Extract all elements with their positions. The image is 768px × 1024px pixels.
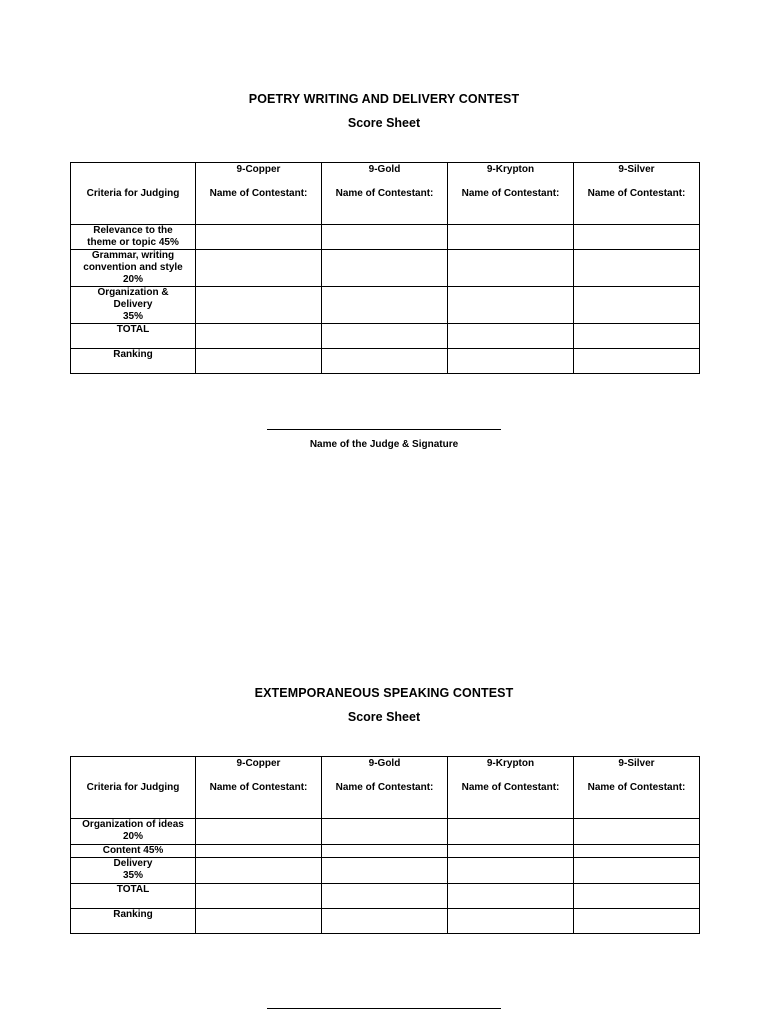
- score-cell[interactable]: [196, 287, 322, 324]
- criteria-cell: [71, 858, 196, 884]
- contestant-header-cell: [322, 757, 448, 819]
- score-cell[interactable]: [322, 858, 448, 884]
- grade-label: 9-Gold: [368, 758, 401, 769]
- criteria-label: TOTAL: [116, 324, 150, 335]
- score-cell[interactable]: [574, 909, 700, 934]
- judge-signature-label: Name of the Judge & Signature: [309, 439, 459, 450]
- poetry-title: POETRY WRITING AND DELIVERY CONTEST: [248, 92, 520, 106]
- table-header-row: [71, 757, 700, 819]
- score-cell[interactable]: [448, 250, 574, 287]
- contestant-header-cell: [322, 163, 448, 225]
- table-header-row: [71, 163, 700, 225]
- contestant-header-cell: [196, 163, 322, 225]
- score-cell[interactable]: [448, 819, 574, 845]
- score-cell[interactable]: [196, 250, 322, 287]
- contestant-header-cell: [574, 757, 700, 819]
- score-cell[interactable]: [196, 225, 322, 250]
- contestant-name-label: Name of Contestant:: [335, 782, 434, 793]
- grade-label: 9-Krypton: [486, 164, 535, 175]
- criteria-label: Grammar, writing: [91, 250, 175, 261]
- table-row: [71, 858, 700, 884]
- table-row: [71, 250, 700, 287]
- score-cell[interactable]: [322, 324, 448, 349]
- score-cell[interactable]: [196, 909, 322, 934]
- extemp-score-table: [70, 756, 700, 934]
- score-cell[interactable]: [574, 324, 700, 349]
- criteria-cell: [71, 287, 196, 324]
- poetry-score-table: [70, 162, 700, 374]
- table-row: [71, 884, 700, 909]
- score-cell[interactable]: [196, 819, 322, 845]
- criteria-label: Organization of ideas: [82, 819, 184, 830]
- criteria-header-cell: [71, 163, 196, 225]
- criteria-label: Content 45%: [102, 845, 164, 856]
- grade-label: 9-Silver: [618, 758, 655, 769]
- criteria-cell: [71, 845, 196, 858]
- table-row: [71, 324, 700, 349]
- criteria-label: theme or topic 45%: [87, 237, 179, 248]
- score-cell[interactable]: [322, 909, 448, 934]
- score-cell[interactable]: [196, 349, 322, 374]
- criteria-label: Delivery: [113, 858, 153, 869]
- score-cell[interactable]: [574, 250, 700, 287]
- criteria-header-cell: [71, 757, 196, 819]
- criteria-label: Relevance to the: [93, 225, 173, 236]
- criteria-label: 20%: [122, 274, 143, 285]
- criteria-header: Criteria for Judging: [86, 188, 180, 199]
- criteria-label: 35%: [122, 870, 143, 881]
- table-row: [71, 225, 700, 250]
- contestant-name-label: Name of Contestant:: [209, 782, 308, 793]
- score-cell[interactable]: [448, 845, 574, 858]
- criteria-cell: [71, 349, 196, 374]
- grade-label: 9-Copper: [236, 164, 281, 175]
- score-cell[interactable]: [196, 324, 322, 349]
- contestant-name-label: Name of Contestant:: [587, 782, 686, 793]
- contestant-header-cell: [574, 163, 700, 225]
- score-cell[interactable]: [574, 287, 700, 324]
- contestant-header-cell: [448, 757, 574, 819]
- criteria-label: 35%: [122, 311, 143, 322]
- score-cell[interactable]: [448, 349, 574, 374]
- score-cell[interactable]: [448, 858, 574, 884]
- score-cell[interactable]: [448, 884, 574, 909]
- contestant-header-cell: [448, 163, 574, 225]
- score-cell[interactable]: [448, 324, 574, 349]
- score-cell[interactable]: [574, 884, 700, 909]
- criteria-cell: [71, 250, 196, 287]
- score-cell[interactable]: [322, 250, 448, 287]
- score-cell[interactable]: [574, 349, 700, 374]
- score-cell[interactable]: [448, 909, 574, 934]
- table-row: [71, 845, 700, 858]
- score-cell[interactable]: [574, 225, 700, 250]
- contestant-name-label: Name of Contestant:: [335, 188, 434, 199]
- extemp-title: EXTEMPORANEOUS SPEAKING CONTEST: [254, 686, 514, 700]
- contestant-name-label: Name of Contestant:: [461, 188, 560, 199]
- score-cell[interactable]: [448, 287, 574, 324]
- score-cell[interactable]: [196, 884, 322, 909]
- criteria-label: convention and style: [83, 262, 183, 273]
- criteria-cell: [71, 225, 196, 250]
- contestant-name-label: Name of Contestant:: [587, 188, 686, 199]
- score-cell[interactable]: [574, 858, 700, 884]
- judge-signature-line[interactable]: [267, 1008, 501, 1009]
- score-cell[interactable]: [322, 225, 448, 250]
- criteria-label: Ranking: [113, 909, 153, 920]
- criteria-label: 20%: [122, 831, 143, 842]
- score-cell[interactable]: [322, 287, 448, 324]
- grade-label: 9-Krypton: [486, 758, 535, 769]
- score-cell[interactable]: [574, 845, 700, 858]
- table-row: [71, 287, 700, 324]
- score-cell[interactable]: [196, 845, 322, 858]
- contestant-header-cell: [196, 757, 322, 819]
- score-cell[interactable]: [196, 858, 322, 884]
- grade-label: 9-Gold: [368, 164, 401, 175]
- table-row: [71, 349, 700, 374]
- criteria-cell: [71, 909, 196, 934]
- score-cell[interactable]: [574, 819, 700, 845]
- score-cell[interactable]: [322, 884, 448, 909]
- score-cell[interactable]: [448, 225, 574, 250]
- criteria-header: Criteria for Judging: [86, 782, 180, 793]
- judge-signature-line[interactable]: [267, 429, 501, 430]
- criteria-label: TOTAL: [116, 884, 150, 895]
- criteria-label: Organization &: [97, 287, 169, 298]
- criteria-cell: [71, 884, 196, 909]
- score-cell[interactable]: [322, 819, 448, 845]
- score-cell[interactable]: [322, 349, 448, 374]
- contestant-name-label: Name of Contestant:: [461, 782, 560, 793]
- extemp-subtitle: Score Sheet: [347, 710, 421, 724]
- criteria-label: Delivery: [113, 299, 153, 310]
- table-row: [71, 909, 700, 934]
- criteria-label: Ranking: [113, 349, 153, 360]
- grade-label: 9-Silver: [618, 164, 655, 175]
- score-cell[interactable]: [322, 845, 448, 858]
- criteria-cell: [71, 819, 196, 845]
- poetry-subtitle: Score Sheet: [347, 116, 421, 130]
- table-row: [71, 819, 700, 845]
- criteria-cell: [71, 324, 196, 349]
- contestant-name-label: Name of Contestant:: [209, 188, 308, 199]
- grade-label: 9-Copper: [236, 758, 281, 769]
